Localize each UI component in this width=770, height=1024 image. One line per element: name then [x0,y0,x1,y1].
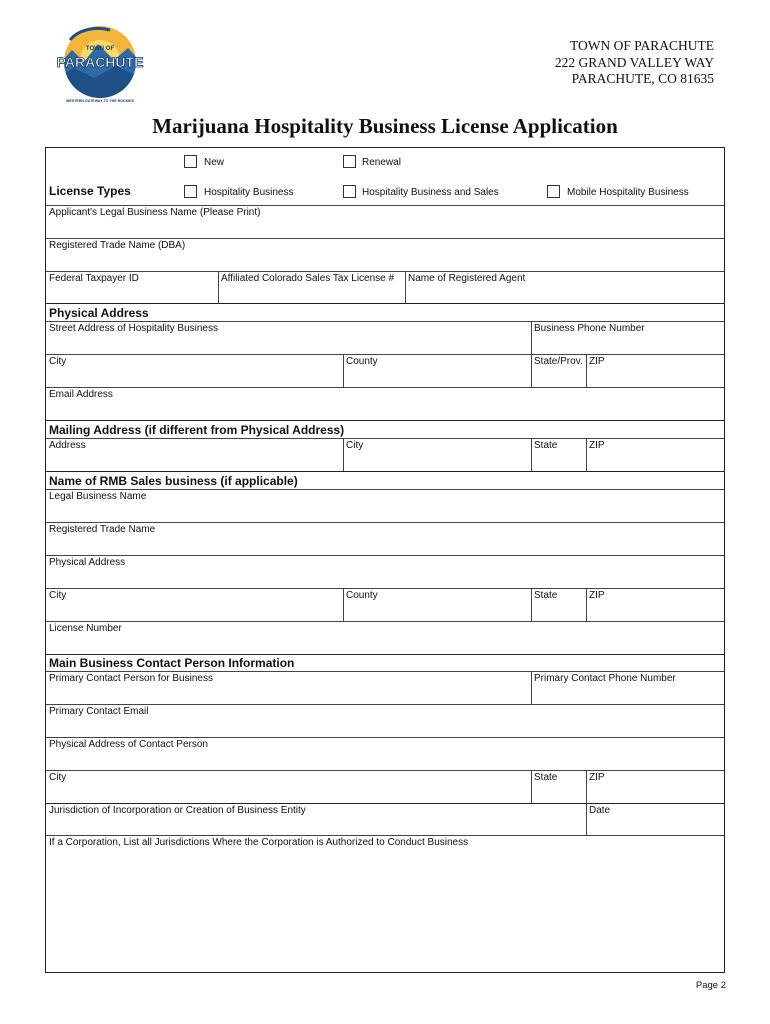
mailing-state-field[interactable]: State [534,440,558,451]
divider [46,522,724,523]
divider [46,354,724,355]
rmb-city-field[interactable]: City [49,590,67,601]
section-divider [46,471,724,472]
divider [46,321,724,322]
physical-state-field[interactable]: State/Prov. [534,356,583,367]
corporation-jurisdictions-field[interactable]: If a Corporation, List all Jurisdictions Where the Corporation is Authorized to Conduct Business [49,837,469,848]
divider [531,438,532,471]
mobile-hospitality-checkbox[interactable] [547,185,560,198]
rmb-trade-name-field[interactable]: Registered Trade Name [49,524,156,535]
renewal-label: Renewal [362,157,401,168]
page-title: Marijuana Hospitality Business License Application [152,114,618,138]
legal-business-name-field[interactable]: Applicant's Legal Business Name (Please Print) [49,207,261,218]
hospitality-sales-label: Hospitality Business and Sales [362,187,499,198]
address-line-3: PARACHUTE, CO 81635 [571,71,714,86]
divider [586,803,587,835]
hospitality-sales-checkbox[interactable] [343,185,356,198]
divider [531,770,532,803]
divider [586,438,587,471]
divider [46,205,724,206]
license-types-heading: License Types [49,184,131,198]
contact-physical-address-field[interactable]: Physical Address of Contact Person [49,739,208,750]
mailing-address-heading: Mailing Address (if different from Physical Address) [49,423,345,437]
divider [46,588,724,589]
section-divider [46,803,724,804]
street-address-field[interactable]: Street Address of Hospitality Business [49,323,218,334]
new-checkbox[interactable] [184,155,197,168]
contact-city-field[interactable]: City [49,772,67,783]
divider [531,671,532,704]
rmb-license-number-field[interactable]: License Number [49,623,122,634]
divider [343,438,344,471]
renewal-checkbox[interactable] [343,155,356,168]
logo-text-main: PARACHUTE [56,54,144,70]
divider [46,387,724,388]
logo-text-top: TOWN OF [85,46,115,52]
divider [46,489,724,490]
mailing-zip-field[interactable]: ZIP [589,440,605,451]
divider [531,321,532,354]
registered-agent-field[interactable]: Name of Registered Agent [408,273,526,284]
physical-county-field[interactable]: County [346,356,378,367]
rmb-county-field[interactable]: County [346,590,378,601]
divider [46,271,724,272]
rmb-legal-name-field[interactable]: Legal Business Name [49,491,147,502]
hospitality-checkbox[interactable] [184,185,197,198]
rmb-zip-field[interactable]: ZIP [589,590,605,601]
sales-tax-license-field[interactable]: Affiliated Colorado Sales Tax License # [221,273,395,284]
contact-zip-field[interactable]: ZIP [589,772,605,783]
contact-heading: Main Business Contact Person Information [49,656,295,670]
divider [46,621,724,622]
town-address [555,38,714,88]
new-label: New [204,157,225,168]
jurisdiction-field[interactable]: Jurisdiction of Incorporation or Creation of Business Entity [49,805,306,816]
section-divider [46,420,724,421]
town-logo [54,20,146,112]
email-address-field[interactable]: Email Address [49,389,113,400]
divider [586,354,587,387]
physical-address-heading: Physical Address [49,306,149,320]
application-form [45,147,725,973]
rmb-heading: Name of RMB Sales business (if applicable) [49,474,298,488]
section-divider [46,303,724,304]
physical-city-field[interactable]: City [49,356,67,367]
address-line-1: TOWN OF PARACHUTE [569,38,714,53]
rmb-physical-address-field[interactable]: Physical Address [49,557,126,568]
logo-tagline: WESTERN GATEWAY TO THE ROCKIES [66,99,134,103]
primary-contact-email-field[interactable]: Primary Contact Email [49,706,149,717]
contact-state-field[interactable]: State [534,772,558,783]
divider [46,438,724,439]
dba-field[interactable]: Registered Trade Name (DBA) [49,240,186,251]
primary-contact-phone-field[interactable]: Primary Contact Phone Number [534,673,676,684]
divider [46,671,724,672]
section-divider [46,654,724,655]
hospitality-label: Hospitality Business [204,187,294,198]
rmb-state-field[interactable]: State [534,590,558,601]
date-field[interactable]: Date [589,805,611,816]
mailing-city-field[interactable]: City [346,440,364,451]
page-number: Page 2 [695,980,726,991]
divider [343,354,344,387]
divider [46,737,724,738]
federal-taxpayer-id-field[interactable]: Federal Taxpayer ID [49,273,139,284]
mobile-hospitality-label: Mobile Hospitality Business [567,187,689,198]
divider [586,770,587,803]
physical-zip-field[interactable]: ZIP [589,356,605,367]
divider [531,354,532,387]
mailing-address-field[interactable]: Address [49,440,86,451]
divider [46,835,724,836]
divider [46,555,724,556]
business-phone-field[interactable]: Business Phone Number [534,323,645,334]
address-line-2: 222 GRAND VALLEY WAY [554,54,714,70]
divider [46,770,724,771]
primary-contact-person-field[interactable]: Primary Contact Person for Business [49,673,213,684]
divider [405,271,406,303]
divider [46,704,724,705]
divider [343,588,344,621]
divider [218,271,219,303]
divider [531,588,532,621]
divider [46,238,724,239]
divider [586,588,587,621]
